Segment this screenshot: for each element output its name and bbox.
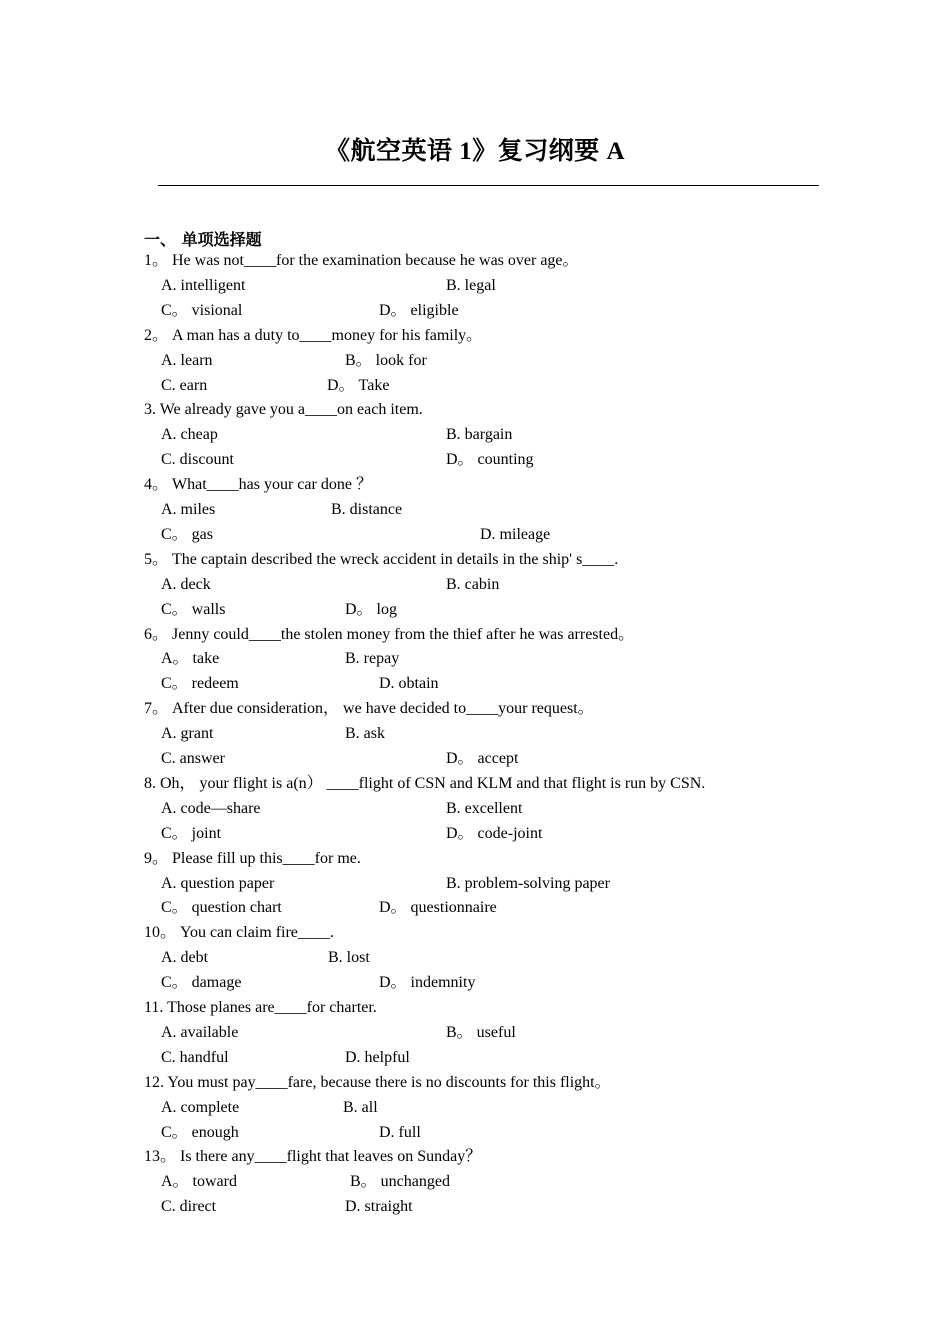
answer-option: A. learn	[161, 351, 213, 369]
answer-option: D. mileage	[480, 525, 551, 543]
question-stem: 12. You must pay____fare, because there is no discounts for this flight。	[144, 1073, 611, 1091]
answer-option: C。 visional	[161, 301, 243, 319]
answer-option: D。 eligible	[379, 301, 459, 319]
question-stem: 10。 You can claim fire____.	[144, 924, 334, 942]
answer-option: A. intelligent	[161, 276, 246, 294]
answer-option: B。 look for	[345, 351, 427, 369]
answer-option: C. answer	[161, 750, 225, 767]
question-stem: 8. Oh， your flight is a(n） ____flight of CSN and KLM and that flight is run by CSN.	[144, 774, 706, 792]
answer-option: D. straight	[345, 1198, 413, 1216]
answer-option: A。 take	[161, 650, 220, 668]
answer-option: D. obtain	[379, 675, 439, 693]
answer-option: B. excellent	[446, 799, 523, 817]
answer-option: A. cheap	[161, 426, 218, 444]
answer-option: D。 indemnity	[379, 974, 476, 992]
section-heading: 一、 单项选择题	[144, 230, 262, 249]
answer-option: B. legal	[446, 276, 496, 294]
question-stem: 11. Those planes are____for charter.	[144, 999, 377, 1016]
answer-option: C. discount	[161, 451, 234, 469]
answer-option: A。 toward	[161, 1173, 237, 1191]
answer-option: A. question paper	[161, 874, 275, 892]
answer-option: C. handful	[161, 1048, 229, 1066]
answer-option: C。 question chart	[161, 899, 282, 917]
answer-option: B. lost	[328, 949, 370, 967]
question-stem: 2。 A man has a duty to____money for his family。	[144, 326, 483, 344]
answer-option: B。 useful	[446, 1023, 516, 1041]
answer-option: C。 enough	[161, 1123, 239, 1141]
answer-option: B. cabin	[446, 575, 500, 593]
title-divider	[158, 185, 819, 186]
question-stem: 4。 What____has your car done ？	[144, 476, 372, 494]
question-stem: 13。 Is there any____flight that leaves on Sunday？	[144, 1148, 482, 1166]
answer-option: C。 walls	[161, 600, 226, 618]
answer-option: D。 questionnaire	[379, 899, 497, 917]
document-title: 《航空英语 1》复习纲要 A	[324, 138, 626, 165]
question-stem: 1。 He was not____for the examination because he was over age。	[144, 252, 579, 269]
answer-option: D. full	[379, 1123, 421, 1141]
answer-option: B. problem-solving paper	[446, 874, 610, 892]
answer-option: C. direct	[161, 1198, 217, 1216]
answer-option: C. earn	[161, 376, 208, 394]
answer-option: C。 gas	[161, 525, 214, 543]
answer-option: B. all	[343, 1098, 378, 1116]
answer-option: B. bargain	[446, 426, 513, 444]
answer-option: A. code—share	[161, 799, 261, 817]
answer-option: D。 code-joint	[446, 824, 543, 842]
answer-option: A. available	[161, 1023, 239, 1041]
answer-option: D。 accept	[446, 750, 519, 767]
answer-option: D. helpful	[345, 1048, 410, 1066]
answer-option: A. debt	[161, 949, 209, 967]
answer-option: D。 Take	[327, 376, 390, 394]
answer-option: A. deck	[161, 575, 211, 593]
answer-option: C。 redeem	[161, 675, 239, 693]
answer-option: B. ask	[345, 725, 385, 743]
question-stem: 6。 Jenny could____the stolen money from the thief after he was arrested。	[144, 625, 635, 643]
answer-option: B. distance	[331, 501, 403, 518]
answer-option: D。 log	[345, 600, 398, 618]
answer-option: A. complete	[161, 1098, 240, 1116]
answer-option: C。 joint	[161, 824, 222, 842]
answer-option: B. repay	[345, 650, 400, 668]
question-stem: 9。 Please fill up this____for me.	[144, 849, 361, 867]
answer-option: D。 counting	[446, 451, 534, 469]
question-stem: 3. We already gave you a____on each item.	[144, 401, 423, 419]
answer-option: C。 damage	[161, 974, 242, 992]
answer-option: A. grant	[161, 725, 214, 743]
answer-option: A. miles	[161, 501, 216, 518]
question-stem: 5。 The captain described the wreck accident in details in the ship' s____.	[144, 550, 619, 568]
answer-option: B。 unchanged	[350, 1173, 450, 1191]
question-stem: 7。 After due consideration， we have decided to____your request。	[144, 700, 594, 718]
